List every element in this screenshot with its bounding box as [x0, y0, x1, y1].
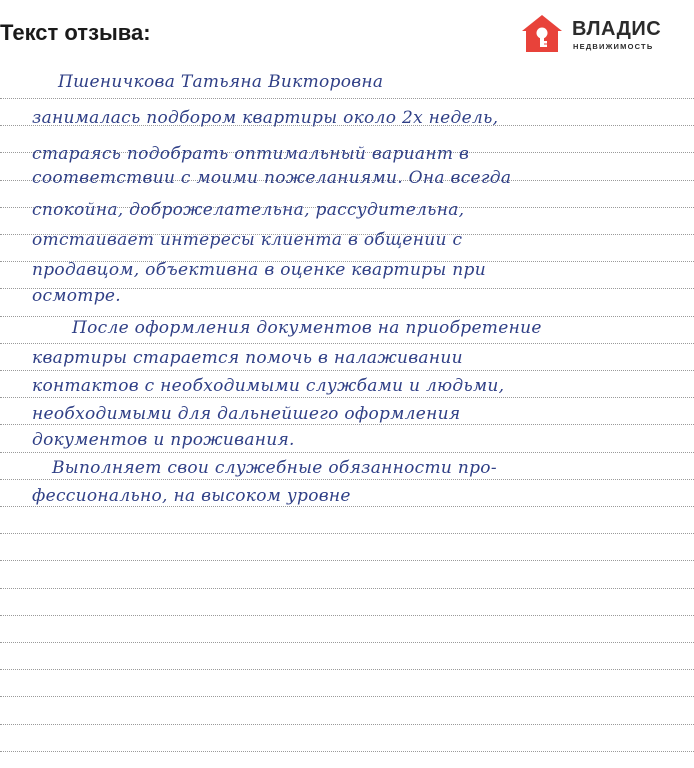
ruled-line: [0, 370, 694, 371]
review-line: стараясь подобрать оптимальный вариант в: [32, 144, 470, 164]
review-line: необходимыми для дальнейшего оформления: [32, 404, 461, 424]
review-line: продавцом, объективна в оценке квартиры при: [32, 260, 486, 280]
review-line: фессионально, на высоком уровне: [32, 486, 351, 506]
review-line: документов и проживания.: [32, 430, 295, 450]
review-line: соответствии с моими пожеланиями. Она всегда: [32, 168, 512, 188]
review-line: занималась подбором квартиры около 2х недель,: [32, 108, 499, 128]
ruled-line: [0, 343, 694, 344]
ruled-line: [0, 424, 694, 425]
logo-name: ВЛАДИС: [572, 18, 662, 40]
review-line: осмотре.: [32, 286, 121, 306]
ruled-line: [0, 724, 694, 725]
review-line: Выполняет свои служебные обязанности про-: [52, 458, 497, 478]
review-line: отстаивает интересы клиента в общении с: [32, 230, 463, 250]
review-line: квартиры старается помочь в налаживании: [32, 348, 463, 368]
company-logo: [520, 14, 690, 54]
review-sheet: [0, 60, 694, 768]
review-line: спокойна, доброжелательна, рассудительна,: [32, 200, 465, 220]
review-line: Пшеничкова Татьяна Викторовна: [58, 72, 384, 92]
house-key-icon: [520, 14, 564, 54]
review-line: контактов с необходимыми службами и людьми,: [32, 376, 505, 396]
ruled-line: [0, 669, 694, 670]
ruled-line: [0, 642, 694, 643]
ruled-line: [0, 316, 694, 317]
page-title: Текст отзыва:: [0, 20, 151, 45]
logo-subtitle: НЕДВИЖИМОСТЬ: [573, 42, 654, 51]
ruled-line: [0, 588, 694, 589]
ruled-line: [0, 696, 694, 697]
review-line: После оформления документов на приобретение: [72, 318, 542, 338]
ruled-line: [0, 98, 694, 99]
ruled-line: [0, 533, 694, 534]
ruled-line: [0, 615, 694, 616]
ruled-line: [0, 560, 694, 561]
ruled-line: [0, 751, 694, 752]
ruled-line: [0, 397, 694, 398]
ruled-line: [0, 506, 694, 507]
ruled-line: [0, 452, 694, 453]
ruled-line: [0, 479, 694, 480]
